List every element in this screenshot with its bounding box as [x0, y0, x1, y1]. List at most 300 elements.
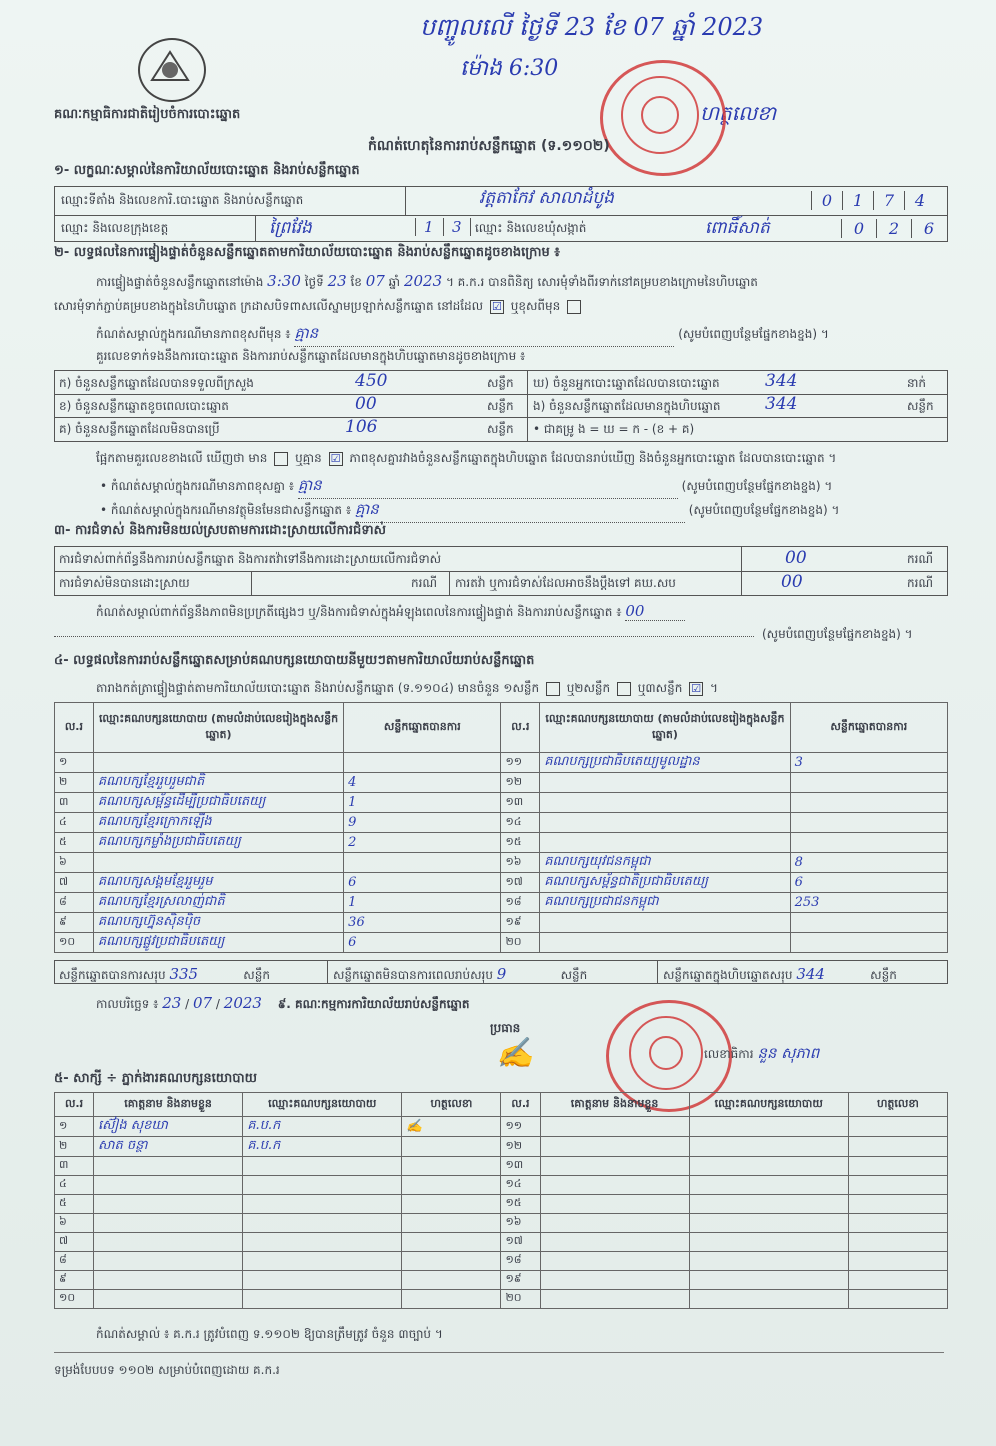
- two-sheet-checkbox[interactable]: [617, 682, 631, 696]
- diff-text-a: ផ្អែកតាមគួរលេខខាងលើ ឃើញថា មាន: [96, 451, 268, 465]
- verify-text-d: ឆ្នាំ: [388, 275, 401, 289]
- header-no: ល.រ: [55, 703, 94, 753]
- unresolved-unit: ករណី: [411, 576, 438, 590]
- in-box-unit: សន្លឹក: [907, 399, 934, 413]
- fill-note: (សូមបំពេញបន្ថែមផ្នែកខាងខ្នង) ។: [678, 327, 829, 341]
- witness-rows: [55, 1117, 948, 1309]
- witness-name: [94, 1271, 243, 1290]
- party-votes: 1: [344, 893, 501, 913]
- table-row: [55, 933, 948, 953]
- three-sheet-checkbox[interactable]: ☑: [689, 682, 703, 696]
- row-number: ១៧: [501, 1233, 540, 1252]
- province-label: ឈ្មោះ និងលេខក្រុងខេត្ត: [61, 221, 169, 235]
- difference-label: កំណត់សម្គាល់ក្នុងករណីមានភាពខុសពីមុន ៖: [96, 327, 291, 341]
- diff-no-checkbox[interactable]: ☑: [329, 452, 343, 466]
- fill-note-3: (សូមបំពេញបន្ថែមផ្នែកខាងខ្នង) ។: [762, 627, 913, 641]
- w-header-no: ល.រ: [55, 1093, 94, 1117]
- received-unit: សន្លឹក: [487, 376, 514, 390]
- row-number: ១: [55, 753, 94, 773]
- seal-text: សោរមុំទាក់ភ្ជាប់គម្របខាងក្នុងនៃហិបឆ្នោត ក្រដាសបិទពាសលើស្នាមប្រឡាក់សន្លឹកឆ្នោត នៅដដែល: [54, 299, 484, 313]
- row-number: ១៧: [501, 873, 540, 893]
- section2-title: ២- លទ្ធផលនៃការផ្ទៀងផ្ទាត់ចំនួនសន្លឹកឆ្នោតតាមការិយាល័យបោះឆ្នោត និងរាប់សន្លឹកឆ្នោតដូចខាងក្រោម ៖: [54, 245, 560, 260]
- row-number: ១៤: [501, 813, 540, 833]
- verify-time: 3:30: [267, 272, 301, 290]
- sheet-count-text: តារាងកត់ត្រាផ្ទៀងផ្ទាត់តាមការិយាល័យបោះឆ្នោត និងរាប់សន្លឹកឆ្នោត (ទ.១១០៤) មានចំនួន ១សន្លឹក: [96, 681, 540, 695]
- row-number: ៧: [55, 1233, 94, 1252]
- row-number: ១៣: [501, 793, 540, 813]
- row-number: ២០: [501, 1290, 540, 1309]
- witness-party: [243, 1214, 402, 1233]
- witness-signature: [848, 1195, 947, 1214]
- witness-signature: [402, 1195, 501, 1214]
- party-votes: 1: [344, 793, 501, 813]
- difference-value: គ្មាន: [294, 324, 674, 347]
- table-row: [55, 913, 948, 933]
- station-digit: 4: [904, 191, 935, 210]
- diff-text-c: ភាពខុសគ្នារវាងចំនួនសន្លឹកឆ្នោតក្នុងហិបឆ្នោត ដែលបានរាប់ឃើញ និងចំនួនអ្នកបោះឆ្នោត ដែលបានបោះឆ្នោត ។: [349, 451, 837, 465]
- commune-value: ពោធិ៍សាត់: [705, 218, 770, 238]
- party-name: [540, 813, 790, 833]
- w-header-party: ឈ្មោះគណបក្សនយោបាយ: [243, 1093, 402, 1117]
- row-number: ១២: [501, 773, 540, 793]
- seal-sentence: [54, 298, 584, 316]
- total-invalid-label: សន្លឹកឆ្នោតមិនបានការពេលរាប់សរុប: [333, 968, 493, 982]
- commune-number: [841, 219, 946, 238]
- complaint-unit: ករណី: [907, 552, 934, 566]
- date-label: កាលបរិច្ឆេទ ៖: [96, 997, 159, 1011]
- party-name: គណបក្សកម្លាំងប្រជាធិបតេយ្យ: [93, 833, 343, 853]
- w-header-signature: ហត្ថលេខា: [848, 1093, 947, 1117]
- witness-name: [540, 1157, 689, 1176]
- party-votes: [344, 853, 501, 873]
- formula: • ជាគម្រូ ង = ឃ = ក - (ខ + គ): [533, 422, 695, 436]
- voters-unit: នាក់: [907, 376, 927, 390]
- table-row: [55, 893, 948, 913]
- voters-label: ឃ) ចំនួនអ្នកបោះឆ្នោតដែលបានបោះឆ្នោត: [533, 376, 720, 390]
- witness-signature: [848, 1214, 947, 1233]
- party-votes: [344, 753, 501, 773]
- row-number: ២: [55, 773, 94, 793]
- witness-party: [689, 1157, 848, 1176]
- date-month: 07: [193, 994, 213, 1012]
- party-votes: [790, 913, 947, 933]
- party-name: [93, 753, 343, 773]
- commune-digit: 2: [876, 219, 911, 238]
- party-name: [540, 793, 790, 813]
- spoiled-label: ខ) ចំនួនសន្លឹកឆ្នោតខូចពេលបោះឆ្នោត: [59, 399, 229, 413]
- witness-signature: [402, 1252, 501, 1271]
- table-row: [55, 833, 948, 853]
- in-box-value: 344: [765, 394, 798, 414]
- row-number: ៥: [55, 833, 94, 853]
- commune-digit: 0: [841, 219, 876, 238]
- witness-name: [540, 1214, 689, 1233]
- row-number: ៨: [55, 893, 94, 913]
- unchanged-checkbox[interactable]: ☑: [490, 300, 504, 314]
- appeal-unit: ករណី: [907, 576, 934, 590]
- table-row: [55, 1137, 948, 1157]
- total-valid-label: សន្លឹកឆ្នោតបានការសរុប: [59, 968, 166, 982]
- row-number: ១៩: [501, 913, 540, 933]
- section5-title: ៥- សាក្សី ÷ ភ្នាក់ងារគណបក្សនយោបាយ: [54, 1071, 257, 1086]
- table-row: [55, 1176, 948, 1195]
- row-number: ២: [55, 1137, 94, 1157]
- w-header-name: គោត្តនាម និងនាមខ្លួន: [94, 1093, 243, 1117]
- witness-name: [540, 1195, 689, 1214]
- witness-signature: [402, 1176, 501, 1195]
- footer-note: កំណត់សម្គាល់ ៖ គ.ក.រ ត្រូវបំពេញ ទ.១១០២ ឱ្យបានត្រឹមត្រូវ ចំនួន ៣ច្បាប់ ។: [96, 1327, 443, 1341]
- witness-party: [689, 1214, 848, 1233]
- witness-signature: [848, 1233, 947, 1252]
- ballot-counts-box: [54, 370, 948, 442]
- section1-box: [54, 186, 948, 242]
- received-label: ក) ចំនួនសន្លឹកឆ្នោតដែលបានទទួលពីក្រសួង: [59, 376, 254, 390]
- irregularity-value: 00: [625, 602, 685, 621]
- bullet1: [100, 476, 832, 499]
- party-votes: 4: [344, 773, 501, 793]
- row-number: ៩: [55, 913, 94, 933]
- table-row: [55, 1252, 948, 1271]
- two-sheet-text: ឬ២សន្លឹក: [566, 681, 611, 695]
- witness-party: [243, 1157, 402, 1176]
- witness-name: [94, 1233, 243, 1252]
- witness-name: [540, 1137, 689, 1157]
- province-num2: 3: [443, 218, 471, 236]
- table-row: [55, 873, 948, 893]
- w-header-no: ល.រ: [501, 1093, 540, 1117]
- unused-unit: សន្លឹក: [487, 422, 514, 436]
- witness-name: [94, 1195, 243, 1214]
- verify-year: 2023: [403, 272, 443, 290]
- diff-yes-checkbox[interactable]: [274, 452, 288, 466]
- witness-signature: [402, 1157, 501, 1176]
- header-votes: សន្លឹកឆ្នោតបានការ: [344, 703, 501, 753]
- table-row: [55, 793, 948, 813]
- difference-note: [96, 324, 829, 347]
- irregularity-dotline: [54, 636, 754, 637]
- witness-party: [689, 1290, 848, 1309]
- witness-party: [689, 1271, 848, 1290]
- chair-label: ប្រធាន: [490, 1021, 521, 1035]
- witness-signature: [402, 1271, 501, 1290]
- bullet2: [100, 500, 839, 523]
- nec-logo-icon: [138, 38, 206, 102]
- party-name: គណបក្សប្រជាជនកម្ពុជា: [540, 893, 790, 913]
- party-votes: 6: [344, 873, 501, 893]
- witness-party: គ.ប.ក: [243, 1117, 402, 1137]
- bullet1-value: គ្មាន: [298, 476, 678, 499]
- party-name: [540, 933, 790, 953]
- witness-name: [540, 1117, 689, 1137]
- w-header-name: គោត្តនាម និងនាមខ្លួន: [540, 1093, 689, 1117]
- party-votes: [790, 833, 947, 853]
- witness-party: [243, 1195, 402, 1214]
- w-header-party: ឈ្មោះគណបក្សនយោបាយ: [689, 1093, 848, 1117]
- in-box-label: ង) ចំនួនសន្លឹកឆ្នោតដែលមានក្នុងហិបឆ្នោត: [533, 399, 721, 413]
- total-valid: [59, 965, 270, 985]
- bullet1-label: • កំណត់សម្គាល់ក្នុងករណីមានភាពខុសគ្នា ៖: [100, 479, 295, 493]
- table-row: [55, 1195, 948, 1214]
- row-number: ១៨: [501, 1252, 540, 1271]
- section1-title: ១- លក្ខណៈសម្គាល់នៃការិយាល័យបោះឆ្នោត និងរាប់សន្លឹកឆ្នោត: [54, 163, 360, 178]
- party-name: គណបក្សប្រជាធិបតេយ្យមូលដ្ឋាន: [540, 753, 790, 773]
- org-name: គណៈកម្មាធិការជាតិរៀបចំការបោះឆ្នោត: [54, 107, 241, 122]
- totals-row: [54, 960, 948, 984]
- irregularity-note: [96, 602, 685, 622]
- table-row: [55, 753, 948, 773]
- difference-sentence: [96, 450, 836, 468]
- table-row: [55, 1214, 948, 1233]
- table-row: [55, 1290, 948, 1309]
- unused-value: 106: [345, 417, 378, 437]
- row-number: ១៦: [501, 853, 540, 873]
- location-label: ឈ្មោះទីតាំង និងលេខការិ.បោះឆ្នោត និងរាប់សន្លឹកឆ្នោត: [61, 193, 304, 207]
- witness-signature: [848, 1137, 947, 1157]
- unused-label: គ) ចំនួនសន្លឹកឆ្នោតដែលមិនបានប្រើ: [59, 422, 220, 436]
- party-votes: 2: [344, 833, 501, 853]
- total-box: [663, 965, 897, 985]
- sheet-count-end: ។: [709, 681, 718, 695]
- row-number: ៣: [55, 793, 94, 813]
- row-number: ៤: [55, 1176, 94, 1195]
- row-number: ៩: [55, 1271, 94, 1290]
- witness-signature: [402, 1214, 501, 1233]
- witness-signature: [402, 1233, 501, 1252]
- party-votes: [790, 933, 947, 953]
- w-header-signature: ហត្ថលេខា: [402, 1093, 501, 1117]
- verify-day: 23: [327, 272, 347, 290]
- secretary-name: នួន សុភាព: [757, 1044, 820, 1062]
- witness-party: [243, 1233, 402, 1252]
- party-votes: 6: [790, 873, 947, 893]
- commune-digit: 6: [911, 219, 946, 238]
- witness-name: [540, 1252, 689, 1271]
- party-votes: 9: [344, 813, 501, 833]
- stamp-emblem-icon: [603, 63, 717, 167]
- location-value: វត្តតាកែវ សាលាដំបូង: [479, 188, 614, 208]
- witness-signature: [402, 1290, 501, 1309]
- witness-party: [689, 1233, 848, 1252]
- three-sheet-text: ឬ៣សន្លឹក: [637, 681, 683, 695]
- changed-text: ឬខុសពីមុន: [510, 299, 561, 313]
- witness-party: [243, 1271, 402, 1290]
- one-sheet-checkbox[interactable]: [546, 682, 560, 696]
- total-box-value: 344: [796, 965, 866, 984]
- verify-sentence: [96, 272, 758, 292]
- witness-name: [94, 1176, 243, 1195]
- form-footer: ទម្រង់បែបបទ ១១០២ សម្រាប់បំពេញដោយ គ.ក.រ: [54, 1363, 280, 1377]
- witness-name: [540, 1290, 689, 1309]
- party-votes: 8: [790, 853, 947, 873]
- witness-party: [689, 1195, 848, 1214]
- total-valid-unit: សន្លឹក: [243, 968, 270, 982]
- witness-name: [94, 1290, 243, 1309]
- table-row: [55, 813, 948, 833]
- party-name: គណបក្សខ្មែរក្រោកឡើង: [93, 813, 343, 833]
- table-row: [55, 1117, 948, 1137]
- committee-label: ៩. គណៈកម្មការការិយាល័យរាប់សន្លឹកឆ្នោត: [277, 997, 470, 1011]
- row-number: ២០: [501, 933, 540, 953]
- witness-party: [243, 1176, 402, 1195]
- party-name: គណបក្សយុវជនកម្ពុជា: [540, 853, 790, 873]
- verify-text-c: ខែ: [350, 275, 362, 289]
- party-votes: [790, 773, 947, 793]
- voters-value: 344: [765, 371, 798, 391]
- date-year: 2023: [223, 994, 262, 1012]
- official-stamp-top: [600, 60, 726, 176]
- spoiled-value: 00: [355, 394, 377, 414]
- party-name: គណបក្សខ្មែររួបរួមជាតិ: [93, 773, 343, 793]
- changed-checkbox[interactable]: [567, 300, 581, 314]
- header-party: ឈ្មោះគណបក្សនយោបាយ (តាមលំដាប់លេខរៀងក្នុងសន្លឹកឆ្នោត): [93, 703, 343, 753]
- station-digit: 1: [842, 191, 873, 210]
- witness-name: [540, 1176, 689, 1195]
- party-votes: 6: [344, 933, 501, 953]
- party-name: [540, 913, 790, 933]
- row-number: ១៩: [501, 1271, 540, 1290]
- row-number: ៧: [55, 873, 94, 893]
- party-name: គណបក្សខ្មែរស្រលាញ់ជាតិ: [93, 893, 343, 913]
- table-row: [55, 1271, 948, 1290]
- party-votes: [790, 813, 947, 833]
- commune-label: ឈ្មោះ និងលេខឃុំសង្កាត់: [475, 221, 587, 235]
- form-title: កំណត់ហេតុនៃការរាប់សន្លឹកឆ្នោត (ទ.១១០២): [368, 138, 610, 154]
- witness-party: គ.ប.ក: [243, 1137, 402, 1157]
- section3-title: ៣- ការជំទាស់ និងការមិនយល់ស្របតាមការដោះស្រាយលើការជំទាស់: [54, 523, 386, 538]
- witness-party: [243, 1290, 402, 1309]
- province-num1: 1: [415, 218, 442, 236]
- party-name: គណបក្សហ្វ៊ុនស៊ិនប៉ិច: [93, 913, 343, 933]
- row-number: ១០: [55, 1290, 94, 1309]
- received-value: 450: [355, 371, 388, 391]
- header-party: ឈ្មោះគណបក្សនយោបាយ (តាមលំដាប់លេខរៀងក្នុងសន្លឹកឆ្នោត): [540, 703, 790, 753]
- total-box-label: សន្លឹកឆ្នោតក្នុងហិបឆ្នោតសរុប: [663, 968, 793, 982]
- party-name: [540, 773, 790, 793]
- row-number: ១: [55, 1117, 94, 1137]
- witness-party: [243, 1252, 402, 1271]
- row-number: ១៦: [501, 1214, 540, 1233]
- party-votes: 36: [344, 913, 501, 933]
- table-row: [55, 1233, 948, 1252]
- party-rows: [55, 753, 948, 953]
- table-row: [55, 1157, 948, 1176]
- complaint-value: 00: [785, 548, 807, 568]
- party-name: [93, 853, 343, 873]
- complaints-box: [54, 546, 948, 596]
- header-no: ល.រ: [501, 703, 540, 753]
- total-box-unit: សន្លឹក: [870, 968, 897, 982]
- witness-party: [689, 1117, 848, 1137]
- header-votes: សន្លឹកឆ្នោតបានការ: [790, 703, 947, 753]
- province-value: ព្រៃវែង: [269, 218, 312, 238]
- total-invalid: [333, 965, 587, 985]
- row-number: ១៣: [501, 1157, 540, 1176]
- appeal-label: ការតវ៉ា ឬការជំទាស់ដែលអាចនឹងប្ដឹងទៅ គឃ.សប: [455, 576, 676, 590]
- witness-party: [689, 1252, 848, 1271]
- witness-name: [94, 1252, 243, 1271]
- row-number: ១៥: [501, 833, 540, 853]
- row-number: ១៤: [501, 1176, 540, 1195]
- station-digit: 7: [873, 191, 904, 210]
- row-number: ១២: [501, 1137, 540, 1157]
- bullet2-label: • កំណត់សម្គាល់ក្នុងករណីមានវត្ថុមិនមែនជាសន្លឹកឆ្នោត ៖: [100, 503, 352, 517]
- party-votes: 3: [790, 753, 947, 773]
- witness-name: សាត ចន្ថា: [94, 1137, 243, 1157]
- appeal-value: 00: [781, 572, 803, 592]
- unresolved-label: ការជំទាស់មិនបានដោះស្រាយ: [59, 576, 190, 590]
- verify-month: 07: [365, 272, 385, 290]
- witness-signature: [848, 1176, 947, 1195]
- fill-note: (សូមបំពេញបន្ថែមផ្នែកខាងខ្នង) ។: [688, 503, 840, 517]
- station-number: [811, 191, 935, 210]
- spoiled-unit: សន្លឹក: [487, 399, 514, 413]
- fill-note: (សូមបំពេញបន្ថែមផ្នែកខាងខ្នង) ។: [681, 479, 833, 493]
- witness-name: ស៊ៀង សុខឃា: [94, 1117, 243, 1137]
- top-handwritten-note: បញ្ចូលលើ ថ្ងៃទី 23 ខែ 07 ឆ្នាំ 2023: [420, 13, 764, 41]
- row-number: ៦: [55, 1214, 94, 1233]
- date-day: 23: [162, 994, 182, 1012]
- station-digit: 0: [811, 191, 842, 210]
- bullet2-value: គ្មាន: [355, 500, 685, 523]
- party-name: គណបក្សសង្គមខ្មែររួមរួម: [93, 873, 343, 893]
- witness-name: [94, 1214, 243, 1233]
- row-number: ៤: [55, 813, 94, 833]
- witness-signature: ✍: [402, 1117, 501, 1137]
- witness-signature: [848, 1290, 947, 1309]
- total-invalid-unit: សន្លឹក: [560, 968, 588, 982]
- row-number: ៣: [55, 1157, 94, 1176]
- witness-name: [540, 1233, 689, 1252]
- total-valid-value: 335: [169, 965, 239, 984]
- row-number: ១១: [501, 753, 540, 773]
- witness-signature: [848, 1252, 947, 1271]
- verify-text-b: ថ្ងៃទី: [304, 275, 324, 289]
- witness-name: [540, 1271, 689, 1290]
- chair-signature-icon: ✍: [496, 1036, 534, 1071]
- top-handwritten-time: ម៉ោង 6:30: [460, 56, 559, 81]
- table-row: [55, 853, 948, 873]
- party-results-table: [54, 702, 948, 953]
- party-votes: 253: [790, 893, 947, 913]
- total-invalid-value: 9: [497, 965, 557, 984]
- witness-signature: [848, 1117, 947, 1137]
- verify-text-a: ការផ្ទៀងផ្ទាត់ចំនួនសន្លឹកឆ្នោតនៅម៉ោង: [96, 275, 264, 289]
- witness-signature: [402, 1137, 501, 1157]
- row-number: ១៨: [501, 893, 540, 913]
- witness-signature: [848, 1271, 947, 1290]
- section4-title: ៤- លទ្ធផលនៃការរាប់សន្លឹកឆ្នោតសម្រាប់គណបក្សនយោបាយនីមួយៗតាមការិយាល័យរាប់សន្លឹកឆ្នោត: [54, 653, 535, 668]
- row-number: ៦: [55, 853, 94, 873]
- secretary: [704, 1044, 819, 1066]
- row-number: ៥: [55, 1195, 94, 1214]
- diff-text-b: ឬគ្មាន: [295, 451, 322, 465]
- verify-text-e: ។ គ.ក.រ បានពិនិត្យ សោរមុំទាំងពីរទាក់នៅគម្របខាងក្រោមនៃហិបឆ្នោត: [445, 275, 758, 289]
- row-number: ១០: [55, 933, 94, 953]
- witness-party: [689, 1176, 848, 1195]
- witness-name: [94, 1157, 243, 1176]
- secretary-label: លេខាធិការ: [704, 1047, 754, 1061]
- party-name: គណបក្សសម្ព័ន្ធជាតិប្រជាធិបតេយ្យ: [540, 873, 790, 893]
- witness-signature: [848, 1157, 947, 1176]
- party-name: គណបក្សផ្លូវប្រជាធិបតេយ្យ: [93, 933, 343, 953]
- party-votes: [790, 793, 947, 813]
- sheet-count-sentence: [96, 680, 718, 698]
- party-name: គណបក្សសម្ព័ន្ធដើម្បីប្រជាធិបតេយ្យ: [93, 793, 343, 813]
- row-number: ១១: [501, 1117, 540, 1137]
- row-number: ១៥: [501, 1195, 540, 1214]
- date-line: កាលបរិច្ឆេទ ៖ 23 / 07 / 2023 ៩. គណៈកម្មការការិយាល័យរាប់សន្លឹកឆ្នោត: [96, 994, 470, 1012]
- complaint-label: ការជំទាស់ពាក់ព័ន្ធនឹងការរាប់សន្លឹកឆ្នោត និងការតវ៉ាទៅនឹងការដោះស្រាយលើការជំទាស់: [59, 552, 442, 566]
